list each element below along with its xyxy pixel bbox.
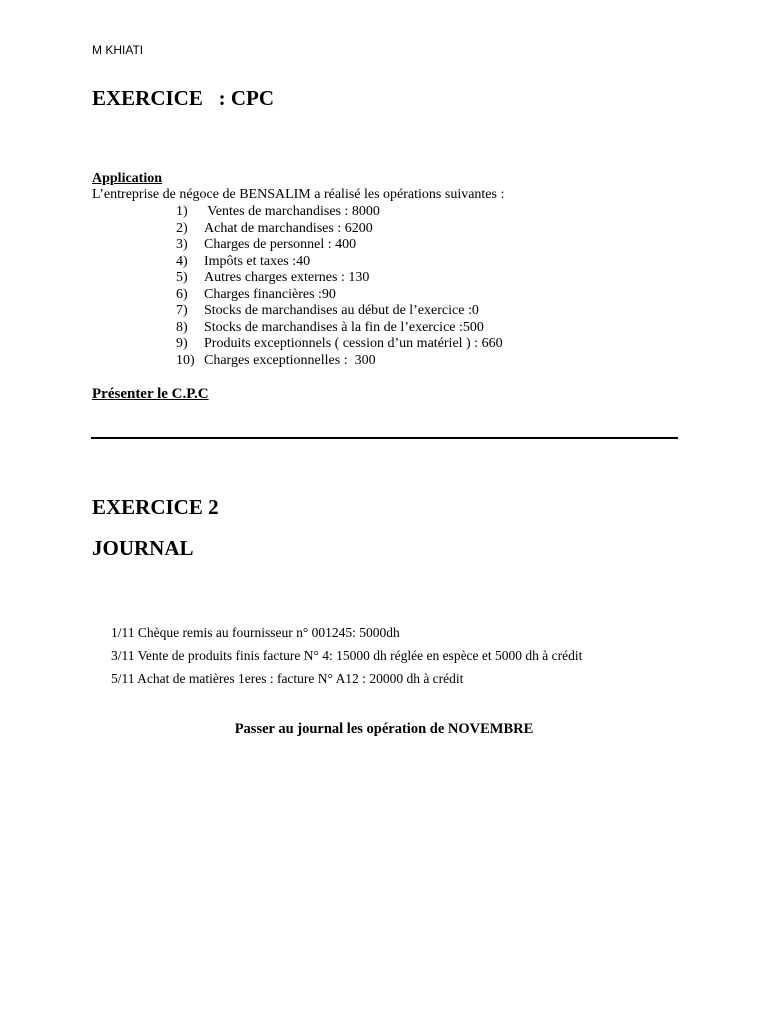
list-item xyxy=(176,353,503,370)
item-number: 5) xyxy=(176,270,188,285)
item-text: Autres charges externes : 130 xyxy=(204,270,370,285)
list-item xyxy=(176,254,503,271)
item-text: Charges exceptionnelles : 300 xyxy=(204,352,376,368)
item-number: 7) xyxy=(176,303,188,318)
operations-list xyxy=(176,204,503,369)
item-number: 3) xyxy=(176,237,188,252)
item-number: 6) xyxy=(176,286,188,302)
item-text: Impôts et taxes :40 xyxy=(204,253,311,269)
exercise2-title: EXERCICE 2 xyxy=(92,495,219,519)
item-text: Stocks de marchandises au début de l’exercice :0 xyxy=(204,303,479,318)
item-text: Ventes de marchandises : 8000 xyxy=(204,204,380,219)
author-name: M KHIATI xyxy=(92,43,144,57)
list-item xyxy=(176,336,503,353)
item-number: 8) xyxy=(176,319,188,335)
item-number: 4) xyxy=(176,253,188,269)
list-item: 5/11 Achat de matières 1eres : facture N° A12 : 20000 dh à crédit xyxy=(111,671,464,686)
list-item xyxy=(176,287,503,304)
exercise2-subtitle: JOURNAL xyxy=(92,536,194,560)
exercise1-instruction: Présenter le C.P.C xyxy=(92,386,209,402)
item-number: 2) xyxy=(176,220,188,236)
exercise2-task: Passer au journal les opération de NOVEMBRE xyxy=(234,721,534,737)
application-intro: L’entreprise de négoce de BENSALIM a réalisé les opérations suivantes : xyxy=(92,187,505,202)
list-item: 3/11 Vente de produits finis facture N° 4: 15000 dh réglée en espèce et 5000 dh à crédit xyxy=(111,648,583,663)
item-number: 1) xyxy=(176,204,188,219)
list-item xyxy=(176,221,503,238)
list-item xyxy=(176,270,503,287)
list-item xyxy=(176,237,503,254)
item-text: Charges financières :90 xyxy=(204,286,336,302)
item-text: Achat de marchandises : 6200 xyxy=(204,220,373,236)
journal-entries-list xyxy=(111,621,582,690)
item-number: 9) xyxy=(176,336,188,351)
item-number: 10) xyxy=(176,352,195,368)
exercise1-title: EXERCICE : CPC xyxy=(92,86,275,110)
section-divider xyxy=(91,437,678,439)
item-text: Charges de personnel : 400 xyxy=(204,237,357,252)
list-item: 1/11 Chèque remis au fournisseur n° 001245: 5000dh xyxy=(111,625,400,640)
list-item xyxy=(176,204,503,221)
list-item xyxy=(176,303,503,320)
item-text: Produits exceptionnels ( cession d’un matériel ) : 660 xyxy=(204,336,503,351)
item-text: Stocks de marchandises à la fin de l’exercice :500 xyxy=(204,319,484,335)
list-item xyxy=(176,320,503,337)
application-heading: Application xyxy=(92,171,163,186)
